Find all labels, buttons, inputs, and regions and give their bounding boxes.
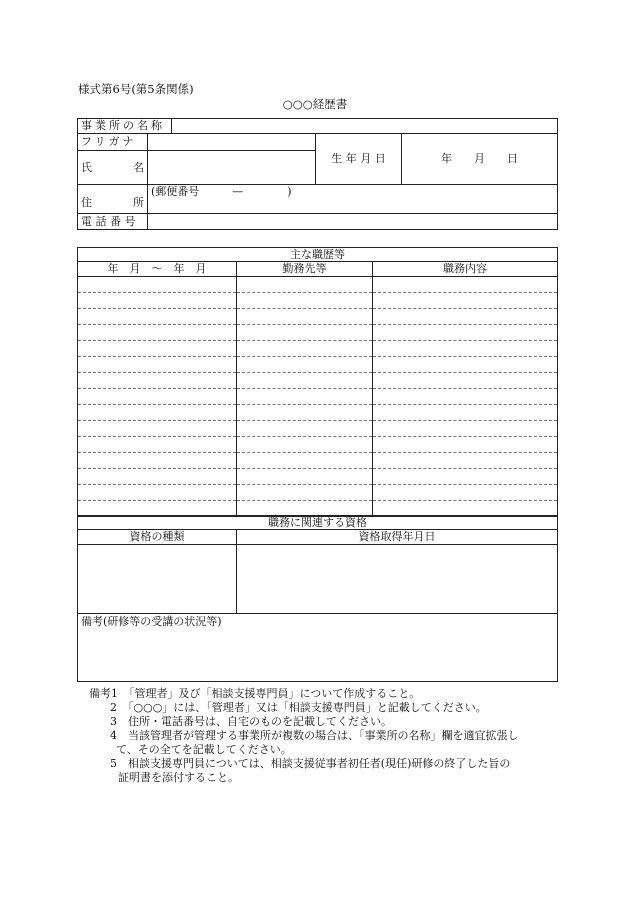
note-2: 2 「○○○」には、「管理者」又は「相談支援専門員」と記載してください。 xyxy=(110,701,487,714)
remarks-box[interactable] xyxy=(78,614,558,682)
history-duties-cell[interactable] xyxy=(373,309,558,325)
history-duties-cell[interactable] xyxy=(373,277,558,293)
history-duties-cell[interactable] xyxy=(373,469,558,485)
history-duties-cell[interactable] xyxy=(373,405,558,421)
history-duties-cell[interactable] xyxy=(373,437,558,453)
work-history-title: 主な職歴等 xyxy=(78,248,558,262)
note-4: 4 当該管理者が管理する事業所が複数の場合は、「事業所の名称」欄を適宜拡張し xyxy=(110,729,519,742)
history-period-cell[interactable] xyxy=(78,325,237,341)
note-3: 3 住所・電話番号は、自宅のものを記載してください。 xyxy=(110,715,392,728)
table-row xyxy=(78,325,558,341)
phone-value[interactable] xyxy=(148,214,558,230)
history-employer-cell[interactable] xyxy=(237,389,373,405)
history-duties-cell[interactable] xyxy=(373,373,558,389)
history-employer-cell[interactable] xyxy=(237,453,373,469)
history-period-cell[interactable] xyxy=(78,469,237,485)
history-period-cell[interactable] xyxy=(78,357,237,373)
table-row xyxy=(78,405,558,421)
document-title: ○○○経歴書 xyxy=(282,97,348,111)
history-duties-cell[interactable] xyxy=(373,421,558,437)
table-row xyxy=(78,357,558,373)
phone-label: 電 話 番 号 xyxy=(78,214,148,230)
history-employer-cell[interactable] xyxy=(237,421,373,437)
table-row xyxy=(78,389,558,405)
history-duties-cell[interactable] xyxy=(373,293,558,309)
history-period-cell[interactable] xyxy=(78,453,237,469)
qualification-date-value[interactable] xyxy=(237,545,558,614)
history-period-cell[interactable] xyxy=(78,277,237,293)
history-employer-cell[interactable] xyxy=(237,469,373,485)
history-employer-cell[interactable] xyxy=(237,357,373,373)
history-employer-cell[interactable] xyxy=(237,437,373,453)
address-label: 住 所 xyxy=(78,185,148,214)
table-row xyxy=(78,373,558,389)
address-value[interactable] xyxy=(148,185,558,214)
history-employer-cell[interactable] xyxy=(237,325,373,341)
history-period-cell[interactable] xyxy=(78,293,237,309)
table-row xyxy=(78,293,558,309)
office-name-label: 事業所の名称 xyxy=(78,119,172,134)
name-value[interactable] xyxy=(148,151,316,185)
history-employer-cell[interactable] xyxy=(237,341,373,357)
table-row xyxy=(78,453,558,469)
col-qualification-type: 資格の種類 xyxy=(78,530,237,545)
history-duties-cell[interactable] xyxy=(373,325,558,341)
personal-info-table xyxy=(77,118,558,230)
history-duties-cell[interactable] xyxy=(373,341,558,357)
qualification-type-value[interactable] xyxy=(78,545,237,614)
history-period-cell[interactable] xyxy=(78,437,237,453)
col-duties: 職務内容 xyxy=(373,262,558,277)
furigana-label: フリガナ xyxy=(78,134,148,151)
history-employer-cell[interactable] xyxy=(237,309,373,325)
note-4-cont: て、その全てを記載してください。 xyxy=(116,743,292,756)
form-number: 様式第6号(第5条関係) xyxy=(78,82,194,96)
history-period-cell[interactable] xyxy=(78,373,237,389)
history-employer-cell[interactable] xyxy=(237,485,373,501)
birth-date-value[interactable]: 年 月 日 xyxy=(402,134,558,185)
history-duties-cell[interactable] xyxy=(373,357,558,373)
table-row xyxy=(78,421,558,437)
history-employer-cell[interactable] xyxy=(237,277,373,293)
history-period-cell[interactable] xyxy=(78,485,237,501)
history-duties-cell[interactable] xyxy=(373,485,558,501)
birth-date-label: 生 年 月 日 xyxy=(316,134,402,185)
history-duties-cell[interactable] xyxy=(373,389,558,405)
table-row xyxy=(78,277,558,293)
table-row xyxy=(78,437,558,453)
history-period-cell[interactable] xyxy=(78,389,237,405)
table-row xyxy=(78,469,558,485)
table-row xyxy=(78,485,558,501)
history-period-cell[interactable] xyxy=(78,309,237,325)
office-name-value[interactable] xyxy=(172,119,558,134)
name-label: 氏 名 xyxy=(78,151,148,185)
col-employer: 勤務先等 xyxy=(237,262,373,277)
history-period-cell[interactable] xyxy=(78,421,237,437)
note-1: 備考1 「管理者」及び「相談支援専門員」について作成すること。 xyxy=(89,687,421,700)
col-period: 年 月 ～ 年 月 xyxy=(78,262,237,277)
history-employer-cell[interactable] xyxy=(237,293,373,309)
table-row xyxy=(78,341,558,357)
qualifications-table xyxy=(77,515,558,682)
remarks-label: 備考(研修等の受講の状況等) xyxy=(81,615,222,628)
table-row xyxy=(78,309,558,325)
qualifications-title: 職務に関連する資格 xyxy=(78,516,558,530)
history-duties-cell[interactable] xyxy=(373,453,558,469)
history-employer-cell[interactable] xyxy=(237,405,373,421)
postal-code: (郵便番号 — ) xyxy=(151,185,292,198)
col-qualification-date: 資格取得年月日 xyxy=(237,530,558,545)
history-employer-cell[interactable] xyxy=(237,373,373,389)
history-period-cell[interactable] xyxy=(78,405,237,421)
note-5-cont: 証明書を添付すること。 xyxy=(118,771,239,784)
furigana-value[interactable] xyxy=(148,134,316,151)
history-period-cell[interactable] xyxy=(78,341,237,357)
work-history-table xyxy=(77,247,558,517)
note-5: 5 相談支援専門員については、相談支援従事者初任者(現任)研修の終了した旨の xyxy=(110,757,511,770)
